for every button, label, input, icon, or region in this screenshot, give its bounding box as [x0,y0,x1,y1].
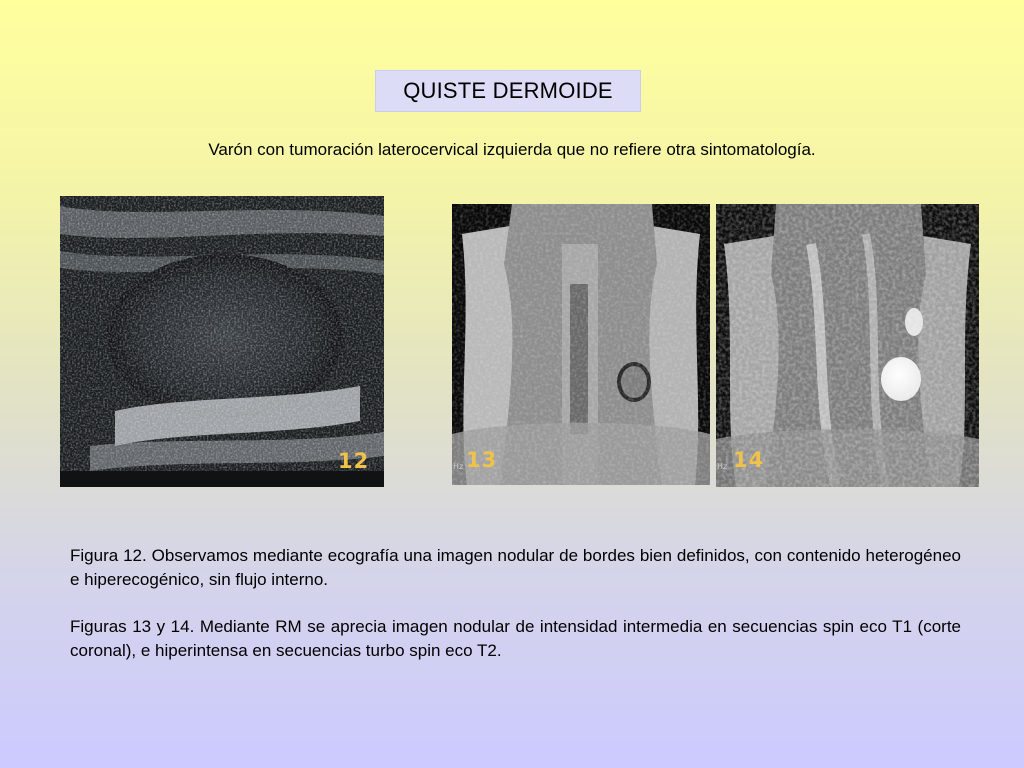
figure-number: 13 [466,448,498,472]
ultrasound-image [60,196,384,487]
caption-figures-13-14: Figuras 13 y 14. Mediante RM se aprecia imagen nodular de intensidad intermedia en secuencias spin eco T1 (corte coronal), e hiperintensa en secuencias turbo spin eco T2. [70,617,961,660]
slide-title-text: QUISTE DERMOIDE [403,78,613,103]
slide-subtitle: Varón con tumoración laterocervical izquierda que no refiere otra sintomatología. [208,140,816,159]
slide-title [375,70,641,112]
frequency-label: Hz [453,462,464,471]
frequency-label: Hz [717,462,728,471]
mri-t1-image [452,204,710,485]
caption-figure-12: Figura 12. Observamos mediante ecografía una imagen nodular de bordes bien definidos, con contenido heterogéneo e hiperecogénico, sin flujo interno. [70,546,961,589]
mri-t2-image [716,204,979,487]
figure-number: 12 [338,449,370,473]
figure-number: 14 [733,448,765,472]
